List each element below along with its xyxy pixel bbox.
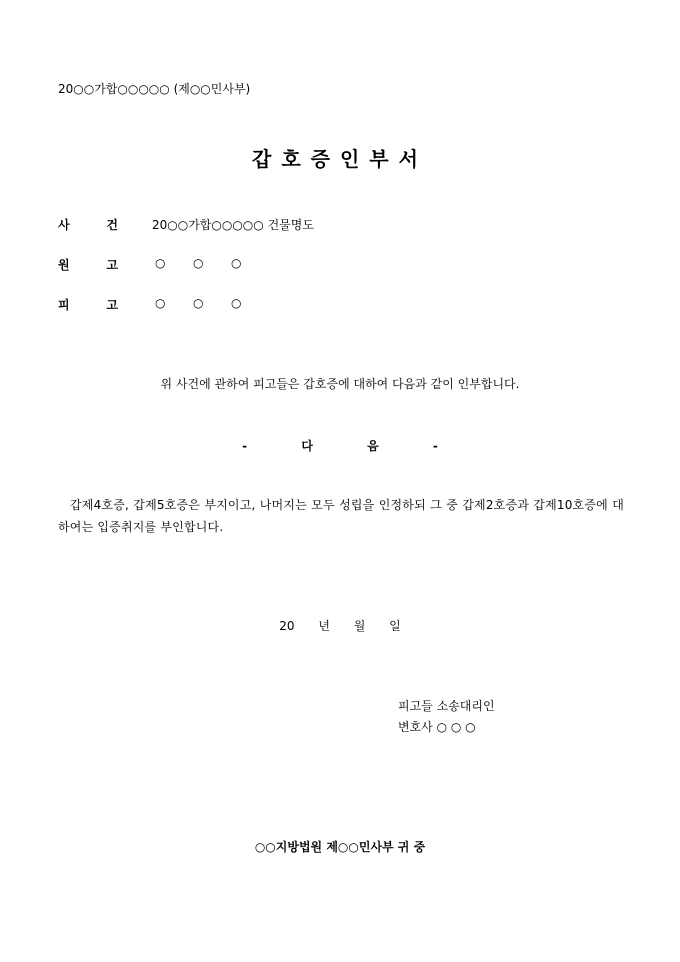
case-value: 20○○가합○○○○○ 건물명도 [152,218,314,232]
defendant-label [58,296,118,313]
case-label [58,216,118,233]
case-reference: 20○○가합○○○○○ (제○○민사부) [58,82,251,96]
plaintiff-name [155,256,269,270]
plaintiff-label-char-1: 원 [58,258,70,272]
defendant-label-char-1: 피 [58,298,70,312]
defendant-name-char-2: ○ [193,296,204,310]
case-label-char-1: 사 [58,218,70,232]
document-title: 갑호증인부서 [252,147,428,171]
plaintiff-label-char-2: 고 [106,258,118,272]
plaintiff-name-char-2: ○ [193,256,204,270]
next-heading: - 다 음 - [242,439,438,453]
body-paragraph: 갑제4호증, 갑제5호증은 부지이고, 나머지는 모두 성립을 인정하되 그 중 갑제2호증과 갑제10호증에 대하여는 입증취지를 부인합니다. [58,498,624,534]
signer-role: 피고들 소송대리인 [398,699,495,713]
court-addressee: ○○지방법원 제○○민사부 귀 중 [254,840,426,854]
defendant-name [155,296,269,310]
plaintiff-name-char-3: ○ [231,256,242,270]
case-label-char-2: 건 [106,218,118,232]
plaintiff-name-char-1: ○ [155,256,166,270]
statement-text: 위 사건에 관하여 피고들은 갑호증에 대하여 다음과 같이 인부합니다. [160,377,520,391]
defendant-label-char-2: 고 [106,298,118,312]
defendant-name-char-3: ○ [231,296,242,310]
date-line: 20 년 월 일 [279,619,401,633]
signer-name: 변호사 ○ ○ ○ [398,720,476,734]
plaintiff-label [58,256,118,273]
defendant-name-char-1: ○ [155,296,166,310]
